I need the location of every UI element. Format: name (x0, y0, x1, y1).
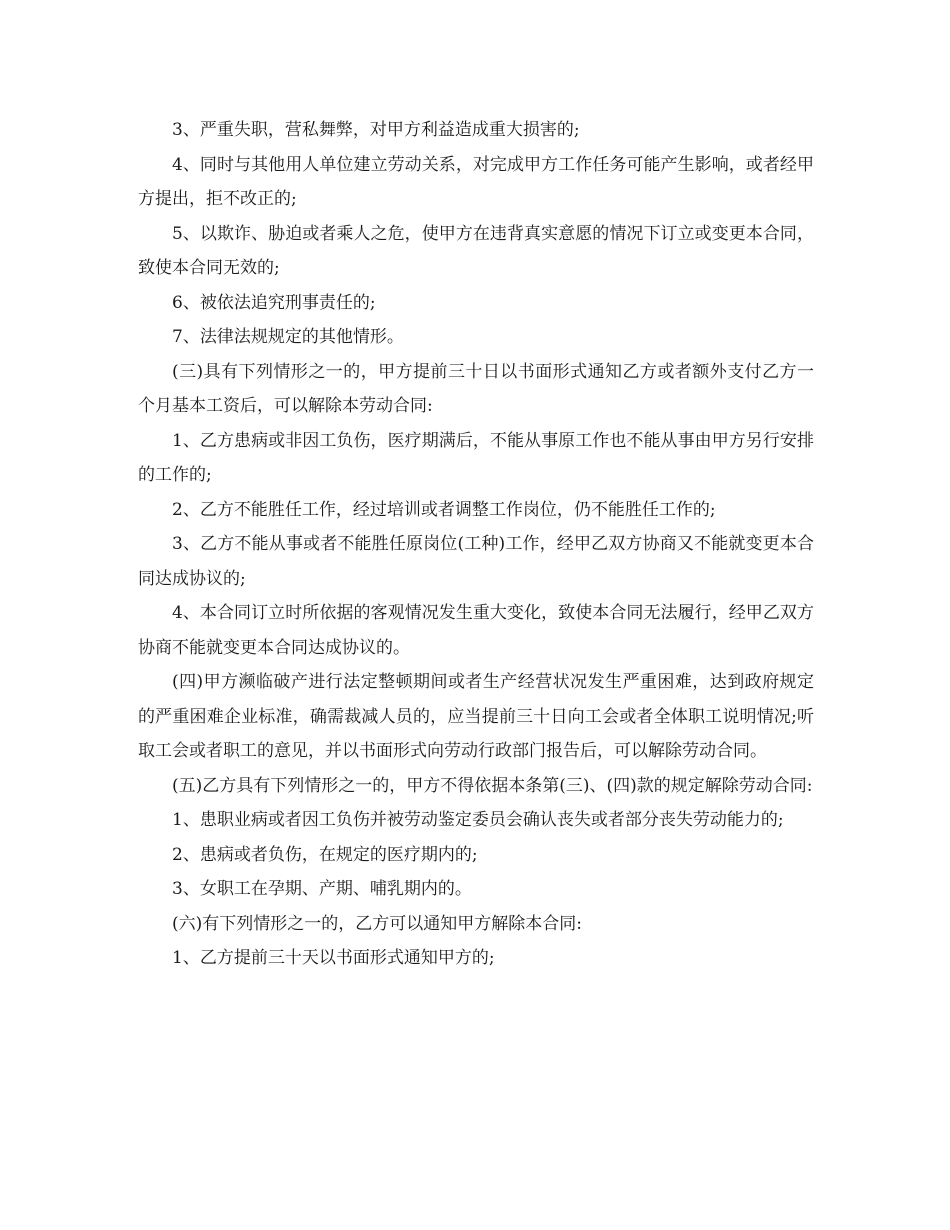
paragraph: 1、乙方提前三十天以书面形式通知甲方的; (172, 948, 495, 968)
paragraph: 3、严重失职，营私舞弊，对甲方利益造成重大损害的; (172, 120, 580, 140)
paragraph: (六)有下列情形之一的，乙方可以通知甲方解除本合同: (172, 913, 582, 934)
document-body (138, 113, 814, 976)
paragraph: 6、被依法追究刑事责任的; (172, 292, 376, 313)
paragraph: 2、患病或者负伤，在规定的医疗期内的; (172, 844, 478, 865)
paragraph: 4、同时与其他用人单位建立劳动关系，对完成甲方工作任务可能产生影响，或者经甲方提出，拒不改正的; (138, 154, 814, 209)
paragraph: 3、女职工在孕期、产期、哺乳期内的。 (172, 879, 472, 899)
paragraph: 3、乙方不能从事或者不能胜任原岗位(工种)工作，经甲乙双方协商又不能就变更本合同达成协议的; (138, 534, 814, 589)
paragraph: 4、本合同订立时所依据的客观情况发生重大变化，致使本合同无法履行，经甲乙双方协商不能就变更本合同达成协议的。 (138, 603, 814, 658)
paragraph: 1、患职业病或者因工负伤并被劳动鉴定委员会确认丧失或者部分丧失劳动能力的; (172, 810, 784, 830)
paragraph: 5、以欺诈、胁迫或者乘人之危，使甲方在违背真实意愿的情况下订立或变更本合同，致使本合同无效的; (138, 223, 814, 278)
paragraph: (五)乙方具有下列情形之一的，甲方不得依据本条第(三)、(四)款的规定解除劳动合同: (172, 775, 813, 796)
paragraph: 7、法律法规规定的其他情形。 (172, 327, 404, 347)
paragraph: (四)甲方濒临破产进行法定整顿期间或者生产经营状况发生严重困难，达到政府规定的严重困难企业标准，确需裁减人员的，应当提前三十日向工会或者全体职工说明情况;听取工会或者职工的意见，并以书面形式向劳动行政部门报告后，可以解除劳动合同。 (138, 672, 814, 761)
paragraph: 2、乙方不能胜任工作，经过培训或者调整工作岗位，仍不能胜任工作的; (172, 499, 716, 520)
paragraph: (三)具有下列情形之一的，甲方提前三十日以书面形式通知乙方或者额外支付乙方一个月基本工资后，可以解除本劳动合同: (138, 361, 814, 416)
paragraph: 1、乙方患病或非因工负伤，医疗期满后，不能从事原工作也不能从事由甲方另行安排的工作的; (138, 430, 814, 485)
